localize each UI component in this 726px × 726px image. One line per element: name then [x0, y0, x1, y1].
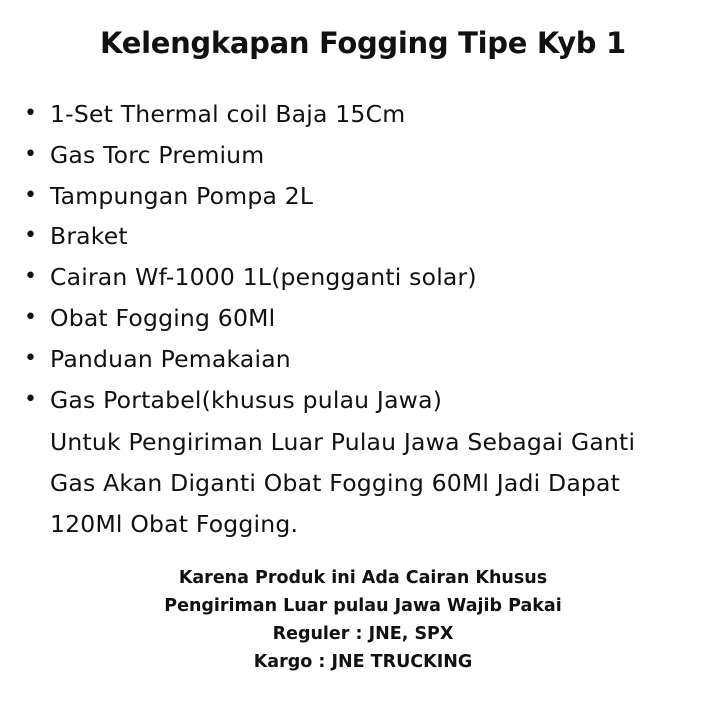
list-item-label: Braket: [50, 222, 128, 251]
list-item: [22, 257, 722, 298]
list-item-label: Panduan Pemakaian: [50, 344, 291, 373]
bullet-icon: •: [24, 101, 38, 126]
footer-line: Pengiriman Luar pulau Jawa Wajib Pakai: [164, 596, 562, 616]
list-item: [22, 380, 722, 421]
shipping-footer: [0, 564, 726, 676]
list-item-label: Tampungan Pompa 2L: [50, 181, 314, 210]
footer-line: Karena Produk ini Ada Cairan Khusus: [178, 568, 548, 588]
bullet-icon: •: [24, 141, 38, 167]
bullet-icon: •: [24, 182, 38, 208]
list-item: [22, 216, 722, 257]
page-title: Kelengkapan Fogging Tipe Kyb 1: [100, 26, 626, 60]
equipment-list: [22, 94, 722, 420]
list-item: [22, 135, 722, 176]
list-item: [22, 176, 722, 217]
bullet-icon: •: [24, 223, 38, 249]
bullet-icon: •: [24, 386, 38, 412]
list-item-label: 1-Set Thermal coil Baja 15Cm: [50, 100, 406, 128]
bullet-icon: •: [24, 264, 38, 290]
list-item-label: Obat Fogging 60Ml: [50, 303, 276, 332]
footer-line: Kargo : JNE TRUCKING: [253, 652, 473, 672]
list-item: [22, 94, 722, 135]
list-item-label: Gas Torc Premium: [50, 140, 265, 169]
note-line: 120Ml Obat Fogging.: [50, 509, 299, 538]
shipping-note: [50, 422, 726, 544]
footer-line: Reguler : JNE, SPX: [272, 624, 454, 644]
list-item-label: Gas Portabel(khusus pulau Jawa): [50, 385, 443, 414]
list-item: [22, 339, 722, 380]
note-line: Untuk Pengiriman Luar Pulau Jawa Sebagai Ganti: [50, 428, 636, 456]
bullet-icon: •: [24, 304, 38, 330]
list-item: [22, 298, 722, 339]
list-item-label: Cairan Wf-1000 1L(pengganti solar): [50, 263, 477, 292]
bullet-icon: •: [24, 345, 38, 371]
note-line: Gas Akan Diganti Obat Fogging 60Ml Jadi Dapat: [50, 468, 621, 497]
